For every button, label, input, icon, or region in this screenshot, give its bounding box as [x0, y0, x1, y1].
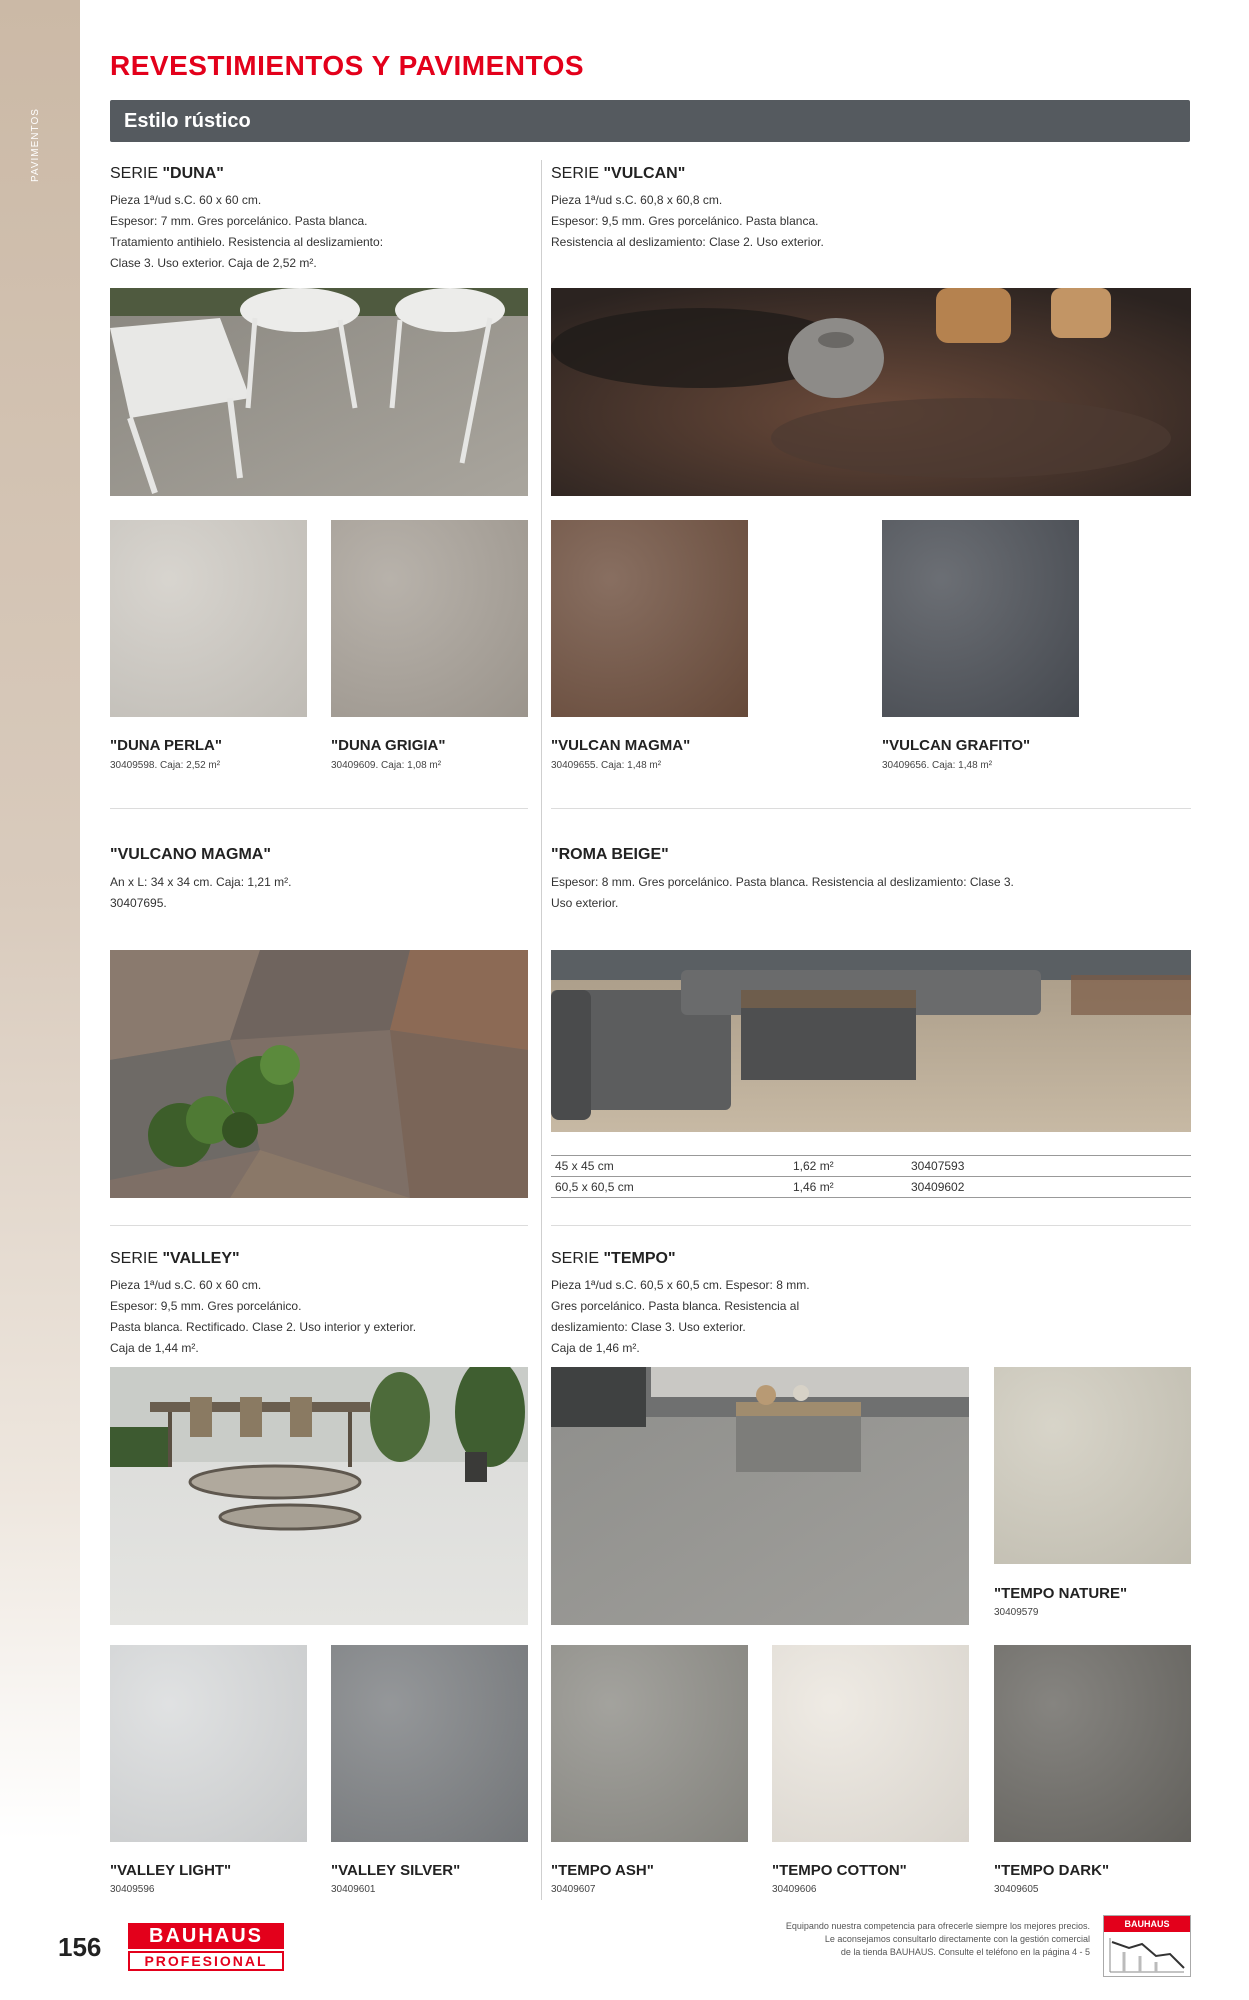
desc-line: Tratamiento antihielo. Resistencia al deslizamiento: [110, 235, 384, 249]
tile-name: "TEMPO ASH" [551, 1862, 654, 1879]
tile-valley-silver [331, 1645, 528, 1842]
tile-name: "TEMPO COTTON" [772, 1862, 907, 1879]
tile-meta: 30409598. Caja: 2,52 m² [110, 760, 221, 771]
desc-line: Pasta blanca. Rectificado. Clase 2. Uso interior y exterior. [110, 1320, 417, 1334]
logo-top: BAUHAUS [128, 1923, 284, 1949]
tile-duna-perla [110, 520, 307, 717]
row-divider [551, 808, 1191, 809]
series-prefix: SERIE [551, 165, 604, 182]
cell-size: 60,5 x 60,5 cm [551, 1177, 789, 1198]
tile-name: "DUNA GRIGIA" [331, 737, 446, 754]
vulcan-series-title [551, 165, 685, 183]
note-line: Le aconsejamos consultarlo directamente con la gestión comercial [824, 1934, 1090, 1944]
bauhaus-logo[interactable] [128, 1923, 284, 1973]
tile-tempo-nature [994, 1367, 1191, 1564]
desc-line: Pieza 1ª/ud s.C. 60,5 x 60,5 cm. Espesor: 8 mm. [551, 1278, 810, 1292]
section-title: Estilo rústico [124, 110, 251, 132]
price-guarantee-badge [1103, 1915, 1191, 1977]
vulcano-slate-photo [110, 950, 528, 1198]
column-divider [541, 160, 542, 1900]
vulcan-description [551, 190, 1191, 253]
tile-vulcan-grafito [882, 520, 1079, 717]
section-bar [110, 100, 1190, 142]
desc-line: Clase 3. Uso exterior. Caja de 2,52 m². [110, 256, 317, 270]
tile-duna-grigia [331, 520, 528, 717]
tile-name: "DUNA PERLA" [110, 737, 223, 754]
desc-line: Espesor: 8 mm. Gres porcelánico. Pasta blanca. Resistencia al deslizamiento: Clase 3. [551, 875, 1014, 889]
tile-tempo-cotton [772, 1645, 969, 1842]
vulcano-title [110, 846, 271, 864]
cell-size: 45 x 45 cm [551, 1156, 789, 1177]
cell-ref: 30409602 [907, 1177, 1191, 1198]
tile-name: "TEMPO DARK" [994, 1862, 1110, 1879]
tempo-series-title [551, 1250, 676, 1268]
valley-description [110, 1275, 530, 1359]
row-divider [110, 808, 528, 809]
tempo-interior-photo [551, 1367, 969, 1625]
tile-valley-light [110, 1645, 307, 1842]
note-line: Equipando nuestra competencia para ofrecerle siempre los mejores precios. [785, 1921, 1090, 1931]
sidebar-band [0, 0, 80, 2000]
tile-name: "VULCAN MAGMA" [551, 737, 691, 754]
note-line: de la tienda BAUHAUS. Consulte el teléfono en la página 4 - 5 [840, 1947, 1090, 1957]
desc-line: deslizamiento: Clase 3. Uso exterior. [551, 1320, 746, 1334]
vulcano-description [110, 872, 530, 914]
duna-series-title [110, 165, 224, 183]
valley-terrace-photo [110, 1367, 528, 1625]
roma-title [551, 846, 669, 864]
desc-line: Pieza 1ª/ud s.C. 60,8 x 60,8 cm. [551, 193, 723, 207]
tile-meta: 30409601 [331, 1884, 376, 1895]
desc-line: Caja de 1,44 m². [110, 1341, 199, 1355]
tile-meta: 30409606 [772, 1884, 817, 1895]
table-row [551, 1156, 1191, 1177]
price-chart-icon [1104, 1932, 1190, 1976]
series-prefix: SERIE [110, 1250, 163, 1267]
roma-terrace-photo [551, 950, 1191, 1132]
desc-line: Resistencia al deslizamiento: Clase 2. Uso exterior. [551, 235, 824, 249]
series-name: "VULCANO MAGMA" [110, 846, 271, 863]
cell-box: 1,62 m² [789, 1156, 907, 1177]
row-divider [551, 1225, 1191, 1226]
tile-meta: 30409607 [551, 1884, 596, 1895]
tile-name: "VULCAN GRAFITO" [882, 737, 1031, 754]
series-prefix: SERIE [551, 1250, 604, 1267]
tile-meta: 30409609. Caja: 1,08 m² [331, 760, 442, 771]
tile-vulcan-magma [551, 520, 748, 717]
desc-line: Espesor: 9,5 mm. Gres porcelánico. [110, 1299, 302, 1313]
desc-line: 30407695. [110, 896, 167, 910]
tile-tempo-ash [551, 1645, 748, 1842]
tile-tempo-dark [994, 1645, 1191, 1842]
series-name: "TEMPO" [603, 1250, 676, 1267]
desc-line: Espesor: 7 mm. Gres porcelánico. Pasta blanca. [110, 214, 368, 228]
sidebar-label: PAVIMENTOS [30, 108, 41, 182]
tile-meta: 30409656. Caja: 1,48 m² [882, 760, 993, 771]
footer-note [600, 1920, 1090, 1959]
duna-description [110, 190, 530, 274]
tile-name: "TEMPO NATURE" [994, 1585, 1128, 1602]
roma-spec-table [551, 1155, 1191, 1198]
roma-description [551, 872, 1191, 914]
series-name: "ROMA BEIGE" [551, 846, 669, 863]
desc-line: Caja de 1,46 m². [551, 1341, 640, 1355]
row-divider [110, 1225, 528, 1226]
vulcan-interior-photo [551, 288, 1191, 496]
desc-line: An x L: 34 x 34 cm. Caja: 1,21 m². [110, 875, 292, 889]
desc-line: Pieza 1ª/ud s.C. 60 x 60 cm. [110, 1278, 262, 1292]
page-title: REVESTIMIENTOS Y PAVIMENTOS [110, 50, 585, 81]
desc-line: Gres porcelánico. Pasta blanca. Resistencia al [551, 1299, 800, 1313]
duna-terrace-photo [110, 288, 528, 496]
cell-box: 1,46 m² [789, 1177, 907, 1198]
tile-meta: 30409655. Caja: 1,48 m² [551, 760, 662, 771]
series-name: "DUNA" [162, 165, 224, 182]
tile-meta: 30409579 [994, 1607, 1039, 1618]
tile-name: "VALLEY LIGHT" [110, 1862, 232, 1879]
series-name: "VALLEY" [162, 1250, 240, 1267]
desc-line: Pieza 1ª/ud s.C. 60 x 60 cm. [110, 193, 262, 207]
tempo-description [551, 1275, 971, 1359]
cell-ref: 30407593 [907, 1156, 1191, 1177]
valley-series-title [110, 1250, 240, 1268]
tile-meta: 30409596 [110, 1884, 155, 1895]
tile-meta: 30409605 [994, 1884, 1039, 1895]
series-name: "VULCAN" [603, 165, 686, 182]
table-row [551, 1177, 1191, 1198]
page-number: 156 [58, 1932, 102, 1962]
logo-bottom: PROFESIONAL [128, 1951, 284, 1971]
tile-name: "VALLEY SILVER" [331, 1862, 461, 1879]
desc-line: Espesor: 9,5 mm. Gres porcelánico. Pasta blanca. [551, 214, 819, 228]
desc-line: Uso exterior. [551, 896, 619, 910]
series-prefix: SERIE [110, 165, 163, 182]
badge-label: BAUHAUS [1104, 1916, 1190, 1932]
